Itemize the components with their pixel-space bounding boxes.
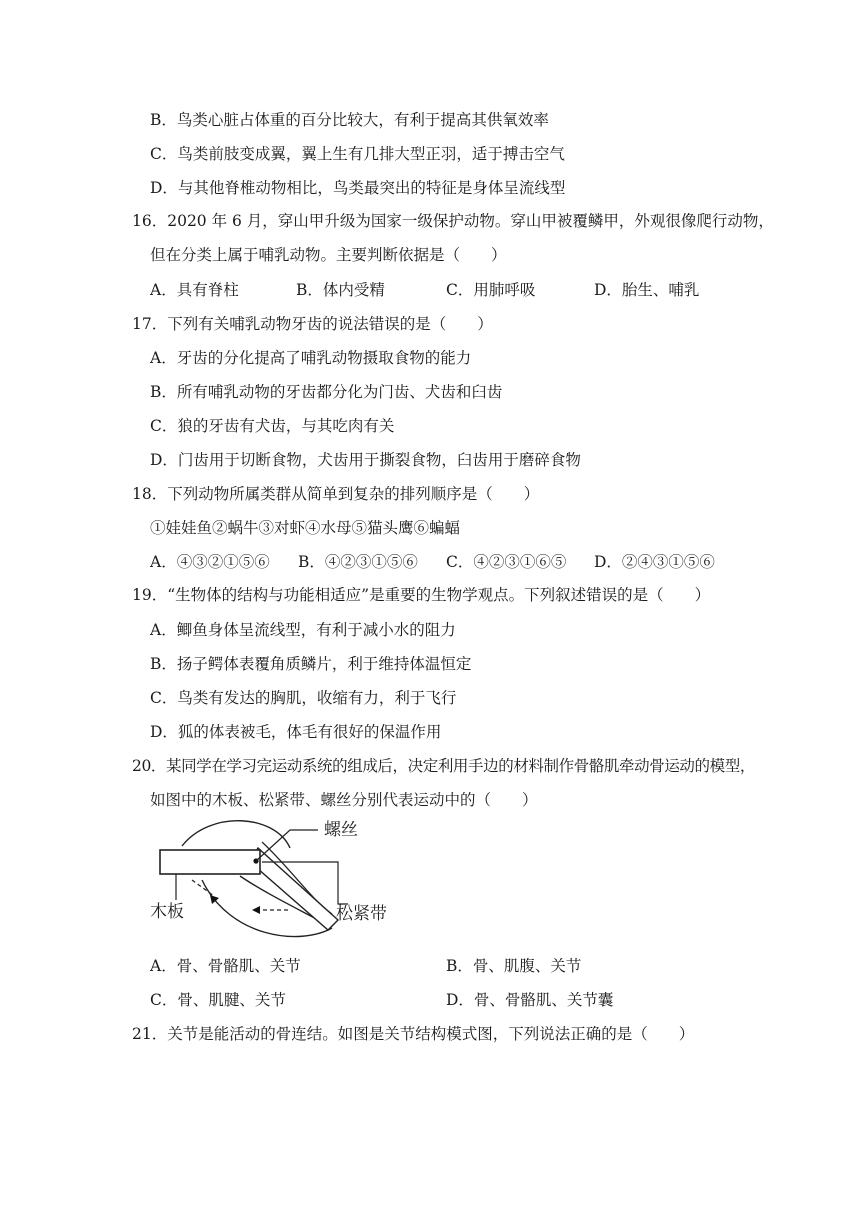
label-board: 木板 xyxy=(150,902,184,921)
q17-option-a: A．牙齿的分化提高了哺乳动物摄取食物的能力 xyxy=(150,349,472,367)
wooden-board xyxy=(160,850,260,874)
tilted-board xyxy=(250,848,338,930)
q20-option-d: D．骨、骨骼肌、关节囊 xyxy=(446,991,614,1009)
q18-stem: 18．下列动物所属类群从简单到复杂的排列顺序是（ ） xyxy=(132,485,540,503)
q15-option-d: D．与其他脊椎动物相比，鸟类最突出的特征是身体呈流线型 xyxy=(150,179,566,197)
q19-option-b: B．扬子鳄体表覆角质鳞片，利于维持体温恒定 xyxy=(150,655,472,673)
band-upper-curve xyxy=(182,821,290,848)
q16-option-c: C．用肺呼吸 xyxy=(446,281,536,299)
q20-option-c: C．骨、肌腱、关节 xyxy=(150,991,286,1009)
q20-stem-line2: 如图中的木板、松紧带、螺丝分别代表运动中的（ ） xyxy=(150,791,538,809)
q19-option-a: A．鲫鱼身体呈流线型，有利于减小水的阻力 xyxy=(150,621,456,639)
q17-option-b: B．所有哺乳动物的牙齿都分化为门齿、犬齿和臼齿 xyxy=(150,383,503,401)
q17-option-d: D．门齿用于切断食物，犬齿用于撕裂食物，臼齿用于磨碎食物 xyxy=(150,451,581,469)
q19-option-d: D．狐的体表被毛，体毛有很好的保温作用 xyxy=(150,723,442,741)
q18-items: ①娃娃鱼②蜗牛③对虾④水母⑤猫头鹰⑥蝙蝠 xyxy=(150,519,461,537)
q17-stem: 17．下列有关哺乳动物牙齿的说法错误的是（ ） xyxy=(132,315,493,333)
q20-option-b: B．骨、肌腹、关节 xyxy=(446,957,582,975)
q16-option-d: D．胎生、哺乳 xyxy=(594,281,700,299)
pull-arrowhead-icon xyxy=(252,906,260,914)
q15-option-b: B．鸟类心脏占体重的百分比较大，有利于提高其供氧效率 xyxy=(150,111,549,129)
q20-option-a: A．骨、骨骼肌、关节 xyxy=(150,957,301,975)
q18-option-b: B．④②③①⑤⑥ xyxy=(298,553,418,571)
q16-stem-line1: 16．2020 年 6 月，穿山甲升级为国家一级保护动物。穿山甲被覆鳞甲，外观很像爬行动物， xyxy=(132,212,774,230)
q16-option-a: A．具有脊柱 xyxy=(150,281,239,299)
q18-option-d: D．②④③①⑤⑥ xyxy=(594,553,715,571)
q17-option-c: C．狼的牙齿有犬齿，与其吃肉有关 xyxy=(150,417,395,435)
q19-option-c: C．鸟类有发达的胸肌，收缩有力，利于飞行 xyxy=(150,689,457,707)
muscle-model-figure xyxy=(150,818,410,950)
q18-option-a: A．④③②①⑤⑥ xyxy=(150,553,270,571)
q16-stem-line2: 但在分类上属于哺乳动物。主要判断依据是（ ） xyxy=(150,246,507,264)
q20-stem-line1: 20．某同学在学习完运动系统的组成后，决定利用手边的材料制作骨骼肌牵动骨运动的模型， xyxy=(132,757,755,775)
label-elastic-band: 松紧带 xyxy=(336,904,387,923)
label-screw: 螺丝 xyxy=(324,820,358,839)
q15-option-c: C．鸟类前肢变成翼，翼上生有几排大型正羽，适于搏击空气 xyxy=(150,145,565,163)
q19-stem: 19．“生物体的结构与功能相适应”是重要的生物学观点。下列叙述错误的是（ ） xyxy=(132,586,711,604)
q21-stem: 21．关节是能活动的骨连结。如图是关节结构模式图，下列说法正确的是（ ） xyxy=(132,1025,695,1043)
q16-option-b: B．体内受精 xyxy=(296,281,385,299)
q18-option-c: C．④②③①⑥⑤ xyxy=(446,553,567,571)
